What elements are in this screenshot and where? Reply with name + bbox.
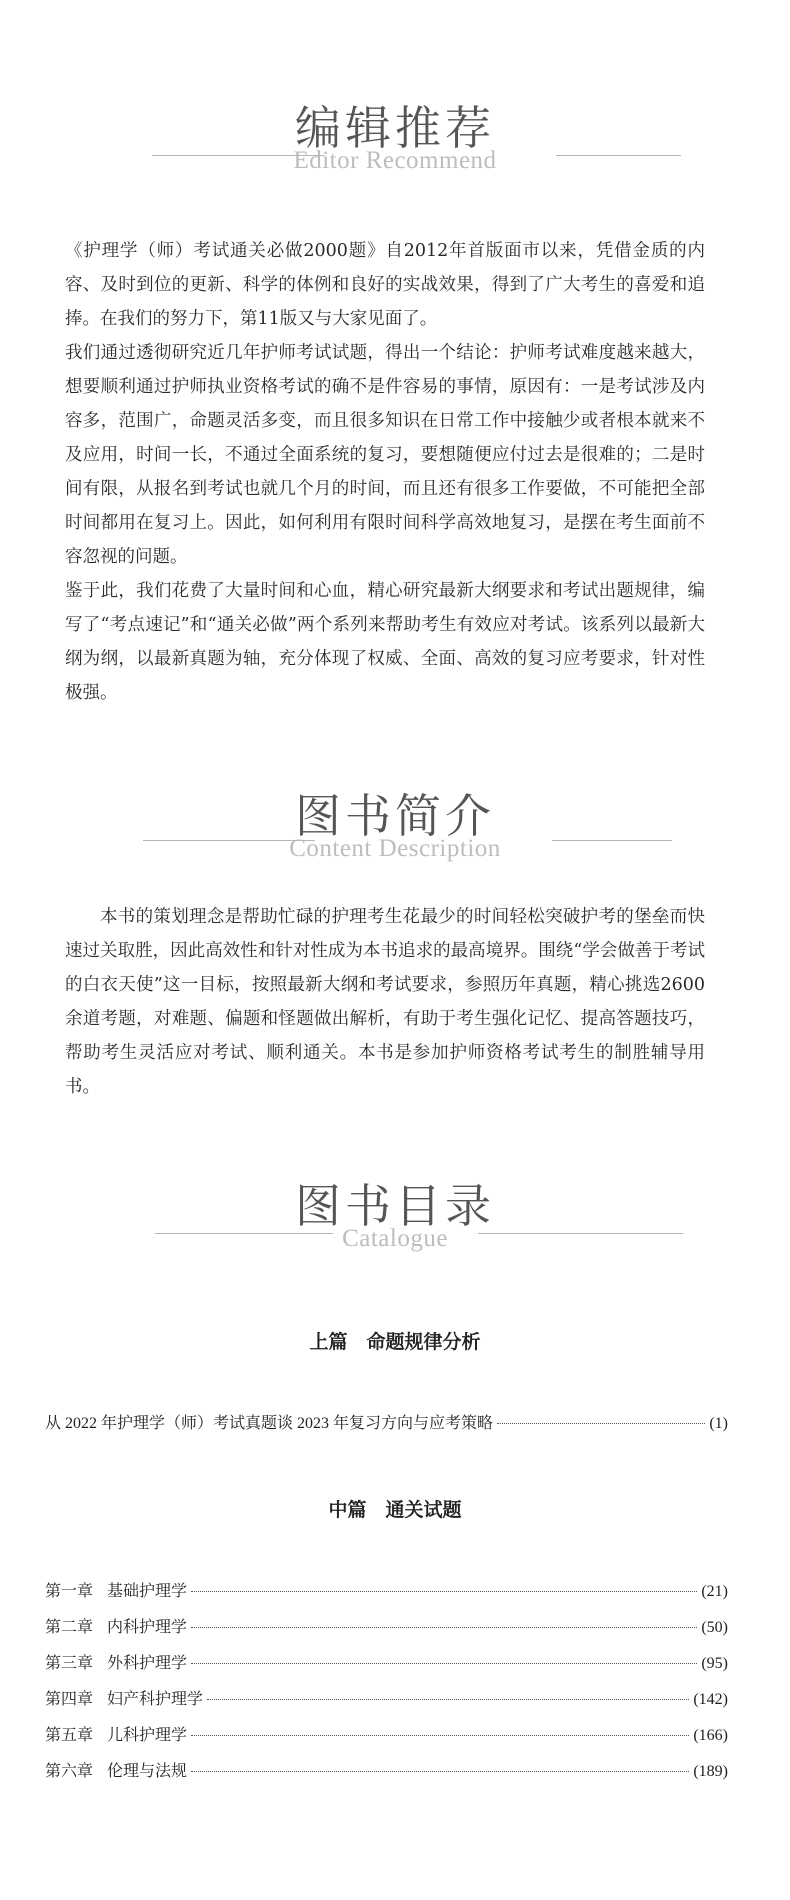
editor-title-en: Editor Recommend	[293, 147, 497, 174]
toc-leader-dots	[497, 1423, 705, 1424]
chapter-title: 儿科护理学	[107, 1727, 188, 1744]
content-rule-left	[143, 840, 315, 841]
toc-chapter-5[interactable]	[45, 1722, 728, 1746]
toc-chapter-2[interactable]	[45, 1614, 728, 1638]
editor-paragraph-1: 《护理学（师）考试通关必做2000题》自2012年首版面市以来，凭借金质的内容、及时到位的更新、科学的体例和良好的实战效果，得到了广大考生的喜爱和追捧。在我们的努力下，第11版又与大家见面了。	[65, 241, 705, 329]
chapter-page: (189)	[693, 1763, 728, 1780]
toc-leader-dots	[191, 1627, 697, 1628]
toc-entry-title: 从 2022 年护理学（师）考试真题谈 2023 年复习方向与应考策略	[45, 1415, 494, 1432]
editor-section-header	[0, 92, 790, 182]
content-title-en: Content Description	[289, 835, 501, 862]
chapter-page: (166)	[693, 1727, 728, 1744]
chapter-page: (50)	[701, 1619, 728, 1636]
toc-entry-part1[interactable]	[45, 1410, 728, 1434]
catalogue-rule-left	[155, 1233, 333, 1234]
content-body	[65, 900, 705, 1104]
catalogue-rule-right	[478, 1233, 683, 1234]
toc-leader-dots	[207, 1699, 689, 1700]
chapter-title: 内科护理学	[107, 1619, 188, 1636]
catalogue-title-zh: 图书目录	[295, 1179, 495, 1233]
editor-paragraph-3: 鉴于此，我们花费了大量时间和心血，精心研究最新大纲要求和考试出题规律，编写了“考点速记”和“通关必做”两个系列来帮助考生有效应对考试。该系列以最新大纲为纲，以最新真题为轴，充分体现了权威、全面、高效的复习应考要求，针对性极强。	[65, 581, 705, 703]
editor-title-zh: 编辑推荐	[295, 101, 495, 155]
catalogue-section-header	[0, 1170, 790, 1260]
chapter-number: 第四章	[45, 1691, 94, 1708]
toc-leader-dots	[191, 1591, 697, 1592]
toc-chapter-6[interactable]	[45, 1758, 728, 1782]
toc-leader-dots	[191, 1663, 697, 1664]
content-title-zh: 图书简介	[295, 789, 495, 843]
content-section-header	[0, 780, 790, 870]
editor-rule-right	[556, 155, 681, 156]
toc-chapter-1[interactable]	[45, 1578, 728, 1602]
chapter-title: 外科护理学	[107, 1655, 188, 1672]
chapter-number: 第五章	[45, 1727, 94, 1744]
editor-body	[65, 234, 705, 710]
toc-chapter-4[interactable]	[45, 1686, 728, 1710]
content-rule-right	[552, 840, 672, 841]
chapter-number: 第一章	[45, 1583, 94, 1600]
part2-heading: 中篇 通关试题	[328, 1499, 462, 1521]
toc-leader-dots	[191, 1735, 689, 1736]
catalogue-title-en: Catalogue	[342, 1225, 448, 1252]
chapter-title: 基础护理学	[107, 1583, 188, 1600]
editor-paragraph-2: 我们通过透彻研究近几年护师考试试题，得出一个结论：护师考试难度越来越大，想要顺利通过护师执业资格考试的确不是件容易的事情，原因有：一是考试涉及内容多，范围广，命题灵活多变，而且很多知识在日常工作中接触少或者根本就来不及应用，时间一长，不通过全面系统的复习，要想随便应付过去是很难的；二是时间有限，从报名到考试也就几个月的时间，而且还有很多工作要做，不可能把全部时间都用在复习上。因此，如何利用有限时间科学高效地复习，是摆在考生面前不容忽视的问题。	[65, 343, 705, 567]
chapter-page: (142)	[693, 1691, 728, 1708]
chapter-title: 妇产科护理学	[107, 1691, 204, 1708]
chapter-title: 伦理与法规	[107, 1763, 188, 1780]
toc-entry-page: (1)	[709, 1415, 728, 1432]
toc-leader-dots	[191, 1771, 689, 1772]
part1-heading: 上篇 命题规律分析	[309, 1331, 481, 1353]
content-paragraph: 本书的策划理念是帮助忙碌的护理考生花最少的时间轻松突破护考的堡垒而快速过关取胜，因此高效性和针对性成为本书追求的最高境界。围绕“学会做善于考试的白衣天使”这一目标，按照最新大纲和考试要求，参照历年真题，精心挑选2600余道考题，对难题、偏题和怪题做出解析，有助于考生强化记忆、提高答题技巧，帮助考生灵活应对考试、顺利通关。本书是参加护师资格考试考生的制胜辅导用书。	[65, 907, 705, 1097]
chapter-number: 第三章	[45, 1655, 94, 1672]
chapter-number: 第二章	[45, 1619, 94, 1636]
chapter-number: 第六章	[45, 1763, 94, 1780]
chapter-page: (21)	[701, 1583, 728, 1600]
chapter-page: (95)	[701, 1655, 728, 1672]
toc-chapter-3[interactable]	[45, 1650, 728, 1674]
editor-rule-left	[152, 155, 324, 156]
